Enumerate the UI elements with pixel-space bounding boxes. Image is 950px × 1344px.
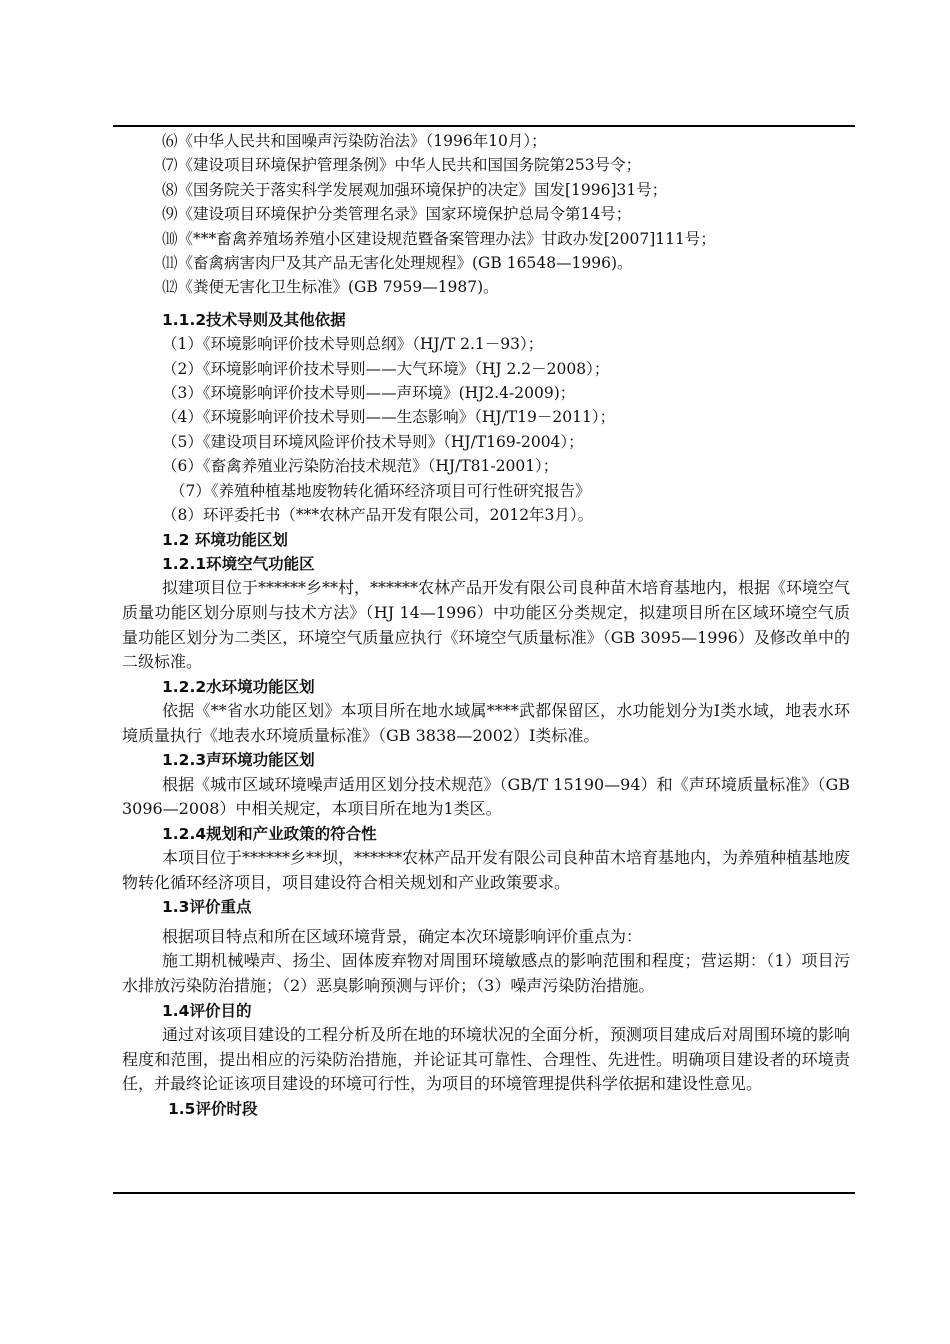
section-heading-1-4: 1.4评价目的	[162, 1001, 252, 1020]
section-heading-1-2-2: 1.2.2水环境功能区划	[162, 677, 315, 696]
paragraph-policy-compliance: 本项目位于******乡**坝，******农林产品开发有限公司良种苗木培育基地内，为养殖种植基地废物转化循环经济项目，项目建设符合相关规划和产业政策要求。	[122, 848, 851, 892]
paragraph-noise-function-zone: 根据《城市区域环境噪声适用区划分技术规范》（GB/T 15190—94）和《声环境质量标准》（GB 3096—2008）中相关规定，本项目所在地为1类区。	[122, 774, 850, 819]
section-heading-1-2-1: 1.2.1环境空气功能区	[162, 554, 315, 573]
paragraph-air-function-zone: 拟建项目位于******乡**村，******农林产品开发有限公司良种苗木培育基地内，根据《环境空气质量功能区划分原则与技术方法》（HJ 14—1996）中功能区分类规定，拟建项目所在区域环境空气质量功能区划分为二类区，环境空气质量应执行《环境空气质量标准》（GB 3095—1996）及修改单中的二级标准。	[122, 578, 851, 672]
list-item: ⑿《粪便无害化卫生标准》(GB 7959—1987)。	[162, 278, 499, 297]
list-item: ⑽《***畜禽养殖场养殖小区建设规范暨备案管理办法》甘政办发[2007]111号；	[162, 229, 716, 248]
paragraph-evaluation-purpose: 通过对该项目建设的工程分析及所在地的环境状况的全面分析，预测项目建成后对周围环境的影响程度和范围，提出相应的污染防治措施，并论证其可靠性、合理性、先进性。明确项目建设者的环境责任，并最终论证该项目建设的环境可行性，为项目的环境管理提供科学依据和建设性意见。	[122, 1025, 851, 1094]
section-heading-1-1-2: 1.1.2技术导则及其他依据	[162, 310, 346, 329]
laws-list	[122, 129, 850, 300]
list-item: （4）《环境影响评价技术导则——生态影响》（HJ/T19－2011）；	[162, 408, 616, 427]
list-item: （3）《环境影响评价技术导则——声环境》(HJ2.4-2009)；	[162, 384, 576, 403]
list-item: ⑻《国务院关于落实科学发展观加强环境保护的决定》国发[1996]31号；	[162, 180, 668, 199]
section-heading-1-5: 1.5评价时段	[168, 1099, 258, 1118]
paragraph-water-function-zone: 依据《**省水功能区划》本项目所在地水域属****武都保留区，水功能划分为Ⅰ类水域，地表水环境质量执行《地表水环境质量标准》（GB 3838—2002）Ⅰ类标准。	[122, 701, 850, 745]
list-item: ⑼《建设项目环境保护分类管理名录》国家环境保护总局令第14号；	[162, 205, 632, 224]
list-item: （6）《畜禽养殖业污染防治技术规范》（HJ/T81-2001）；	[162, 457, 559, 476]
list-item: （2）《环境影响评价技术导则——大气环境》（HJ 2.2－2008）；	[162, 359, 610, 378]
page-content	[122, 129, 850, 1121]
list-item: ⑺《建设项目环境保护管理条例》中华人民共和国国务院第253号令；	[162, 156, 642, 175]
paragraph-evaluation-focus-intro: 根据项目特点和所在区域环境背景，确定本次环境影响评价重点为：	[162, 926, 643, 946]
paragraph-evaluation-focus: 施工期机械噪声、扬尘、固体废弃物对周围环境敏感点的影响范围和程度；营运期：（1）项目污水排放污染防治措施；（2）恶臭影响预测与评价；（3）噪声污染防治措施。	[122, 951, 850, 996]
section-heading-1-2: 1.2 环境功能区划	[162, 530, 288, 549]
list-item: （5）《建设项目环境风险评价技术导则》（HJ/T169-2004）；	[162, 432, 584, 451]
section-heading-1-2-3: 1.2.3声环境功能区划	[162, 751, 315, 770]
header-rule	[113, 125, 855, 127]
list-item: ⑾《畜禽病害肉尸及其产品无害化处理规程》(GB 16548—1996)。	[162, 254, 633, 273]
section-heading-1-3: 1.3评价重点	[162, 898, 252, 917]
section-heading-1-2-4: 1.2.4规划和产业政策的符合性	[162, 824, 377, 843]
list-item: （1）《环境影响评价技术导则总纲》（HJ/T 2.1－93）；	[162, 335, 544, 354]
guidelines-list	[122, 332, 850, 527]
list-item: （8）环评委托书（***农林产品开发有限公司，2012年3月）。	[162, 506, 594, 525]
list-item: ⑹《中华人民共和国噪声污染防治法》（1996年10月）；	[162, 132, 547, 150]
list-item: （7）《养殖种植基地废物转化循环经济项目可行性研究报告》	[170, 481, 591, 500]
footer-rule	[113, 1192, 855, 1194]
